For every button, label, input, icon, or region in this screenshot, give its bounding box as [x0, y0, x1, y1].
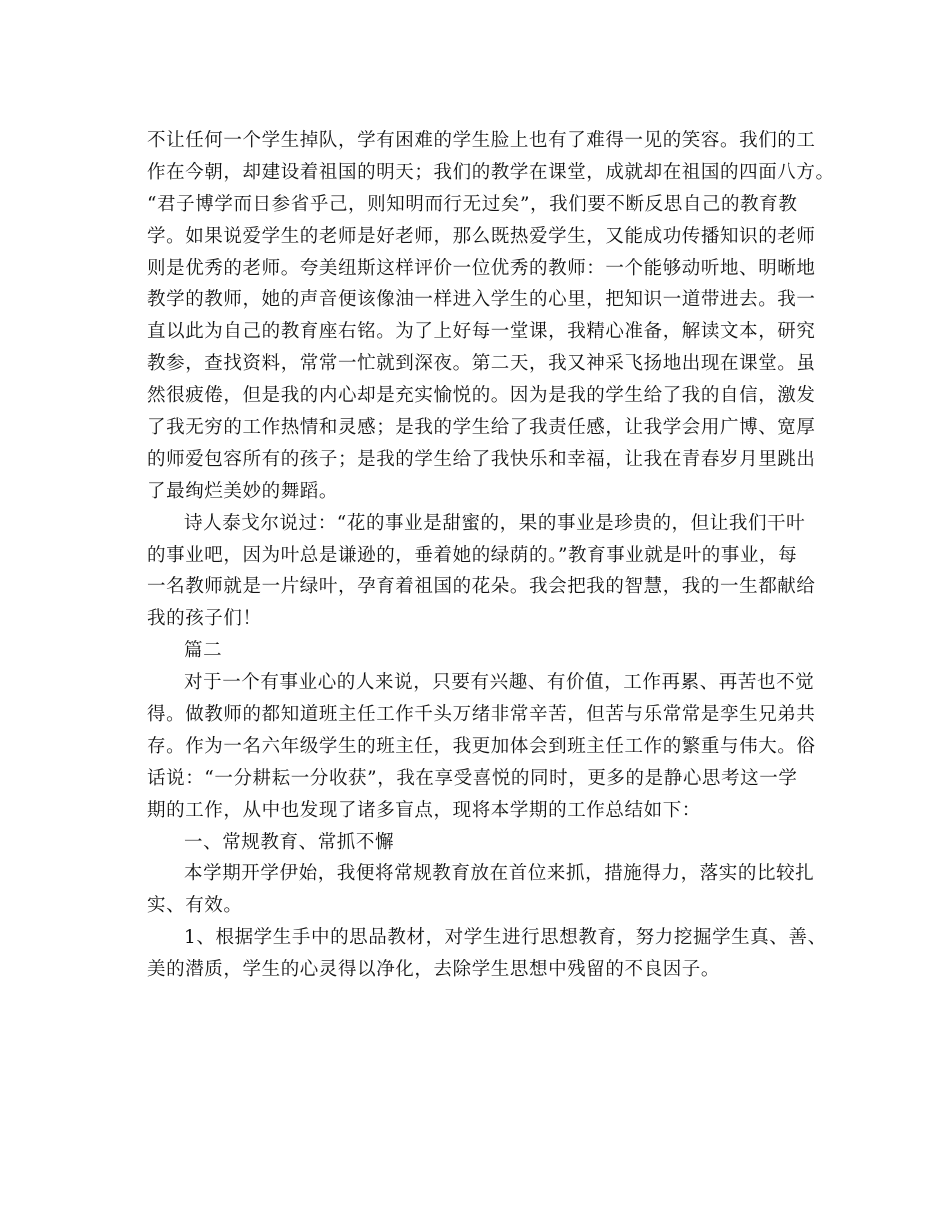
- text-line: 则是优秀的老师。夸美纽斯这样评价一位优秀的教师：一个能够动听地、明晰地: [147, 257, 816, 279]
- text-line: “君子博学而日参省乎己，则知明而行无过矣”，我们要不断反思自己的教育教: [147, 193, 798, 215]
- text-line: 期的工作，从中也发现了诸多盲点，现将本学期的工作总结如下：: [147, 799, 701, 821]
- text-line: 本学期开学伊始，我便将常规教育放在首位来抓，措施得力，落实的比较扎: [184, 863, 815, 885]
- text-line: 不让任何一个学生掉队，学有困难的学生脸上也有了难得一见的笑容。我们的工: [147, 130, 816, 151]
- text-line: 作在今朝，却建设着祖国的明天；我们的教学在课堂，成就却在祖国的四面八方。: [147, 161, 835, 183]
- text-line: 的师爱包容所有的孩子；是我的学生给了我快乐和幸福，让我在青春岁月里跳出: [147, 448, 816, 470]
- text-line: 直以此为自己的教育座右铭。为了上好每一堂课，我精心准备，解读文本，研究: [147, 321, 816, 343]
- text-line: 我的孩子们！: [147, 608, 262, 630]
- text-line: 诗人泰戈尔说过：“花的事业是甜蜜的，果的事业是珍贵的，但让我们干叶: [184, 512, 806, 534]
- text-line: 存。作为一名六年级学生的班主任，我更加体会到班主任工作的繁重与伟大。俗: [147, 735, 816, 757]
- text-line: 得。做教师的都知道班主任工作千头万绪非常辛苦，但苦与乐常常是孪生兄弟共: [147, 704, 816, 726]
- text-line: 美的潜质，学生的心灵得以净化，去除学生思想中残留的不良因子。: [147, 959, 721, 981]
- text-line: 话说：“一分耕耘一分收获”，我在享受喜悦的同时，更多的是静心思考这一学: [147, 767, 798, 789]
- text-line: 对于一个有事业心的人来说，只要有兴趣、有价值，工作再累、再苦也不觉: [184, 672, 815, 694]
- text-line: 教学的教师，她的声音便该像油一样进入学生的心里，把知识一道带进去。我一: [147, 289, 816, 311]
- text-line: 了我无穷的工作热情和灵感；是我的学生给了我责任感，让我学会用广博、宽厚: [147, 417, 816, 439]
- text-line: 1、根据学生手中的思品教材，对学生进行思想教育，努力挖掘学生真、善、: [184, 927, 827, 949]
- text-line: 实、有效。: [147, 895, 243, 917]
- text-line: 一、常规教育、常抓不懈: [184, 831, 395, 853]
- text-line: 篇二: [184, 640, 223, 662]
- text-line: 了最绚烂美妙的舞蹈。: [147, 480, 339, 502]
- text-line: 一名教师就是一片绿叶，孕育着祖国的花朵。我会把我的智慧，我的一生都献给: [147, 576, 816, 598]
- document-body: [147, 125, 835, 986]
- text-line: 然很疲倦，但是我的内心却是充实愉悦的。因为是我的学生给了我的自信，激发: [147, 385, 816, 407]
- text-line: 教参，查找资料，常常一忙就到深夜。第二天，我又神采飞扬地出现在课堂。虽: [147, 353, 816, 375]
- text-line: 学。如果说爱学生的老师是好老师，那么既热爱学生，又能成功传播知识的老师: [147, 225, 816, 247]
- text-line: 的事业吧，因为叶总是谦逊的，垂着她的绿荫的。”教育事业就是叶的事业，每: [147, 544, 798, 566]
